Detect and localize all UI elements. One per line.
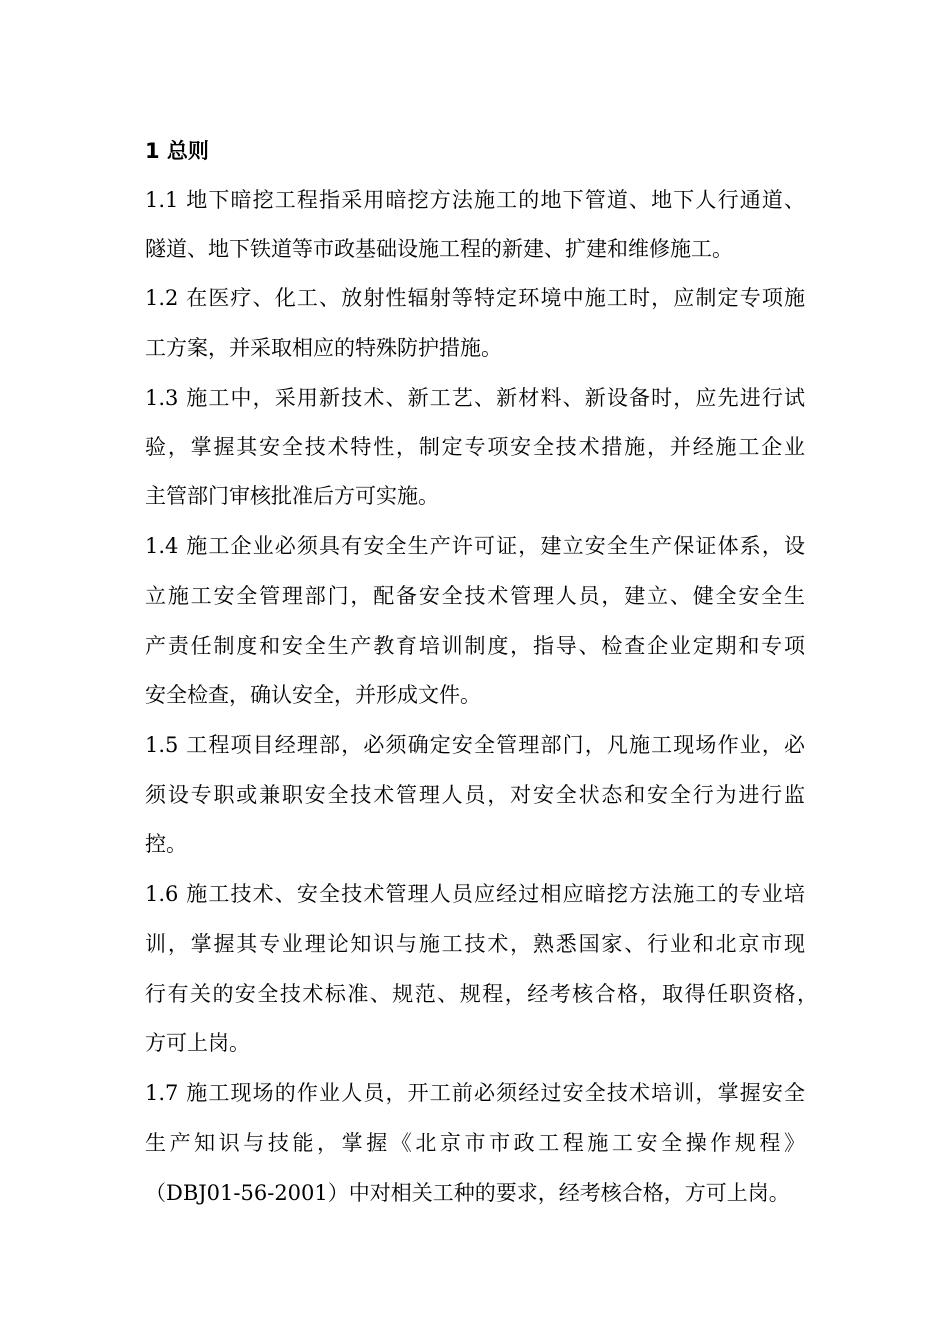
- paragraph-line: 控。: [145, 832, 187, 856]
- paragraph-line: 1.4 施工企业必须具有安全生产许可证，建立安全生产保证体系，设: [145, 534, 805, 558]
- paragraph-line: 1.6 施工技术、安全技术管理人员应经过相应暗挖方法施工的专业培: [145, 882, 805, 906]
- paragraph-line: 生产知识与技能，掌握《北京市市政工程施工安全操作规程》: [145, 1131, 805, 1155]
- paragraph-line: 隧道、地下铁道等市政基础设施工程的新建、扩建和维修施工。: [145, 237, 733, 261]
- paragraph-line: 须设专职或兼职安全技术管理人员，对安全状态和安全行为进行监: [145, 783, 805, 807]
- paragraph-line: 训，掌握其专业理论知识与施工技术，熟悉国家、行业和北京市现: [145, 932, 805, 956]
- paragraph-line: 1.3 施工中，采用新技术、新工艺、新材料、新设备时，应先进行试: [145, 386, 805, 410]
- paragraph-line: 1.5 工程项目经理部，必须确定安全管理部门，凡施工现场作业，必: [145, 733, 805, 757]
- paragraph-line: 1.7 施工现场的作业人员，开工前必须经过安全技术培训，掌握安全: [145, 1081, 805, 1105]
- paragraph-line: 验，掌握其安全技术特性，制定专项安全技术措施，并经施工企业: [145, 435, 805, 459]
- paragraph-line: 1.2 在医疗、化工、放射性辐射等特定环境中施工时，应制定专项施: [145, 286, 805, 310]
- paragraph-line: 主管部门审核批准后方可实施。: [145, 484, 439, 508]
- section-heading: 1 总则: [145, 139, 209, 163]
- paragraph-line: 1.1 地下暗挖工程指采用暗挖方法施工的地下管道、地下人行通道、: [145, 188, 805, 212]
- paragraph-line: 工方案，并采取相应的特殊防护措施。: [145, 336, 502, 360]
- paragraph-line: （DBJ01-56-2001）中对相关工种的要求，经考核合格，方可上岗。: [145, 1181, 790, 1205]
- paragraph-line: 行有关的安全技术标准、规范、规程，经考核合格，取得任职资格，: [145, 982, 818, 1006]
- paragraph-line: 产责任制度和安全生产教育培训制度，指导、检查企业定期和专项: [145, 634, 805, 658]
- paragraph-line: 立施工安全管理部门，配备安全技术管理人员，建立、健全安全生: [145, 584, 805, 608]
- paragraph-line: 安全检查，确认安全，并形成文件。: [145, 683, 481, 707]
- paragraph-line: 方可上岗。: [145, 1031, 250, 1055]
